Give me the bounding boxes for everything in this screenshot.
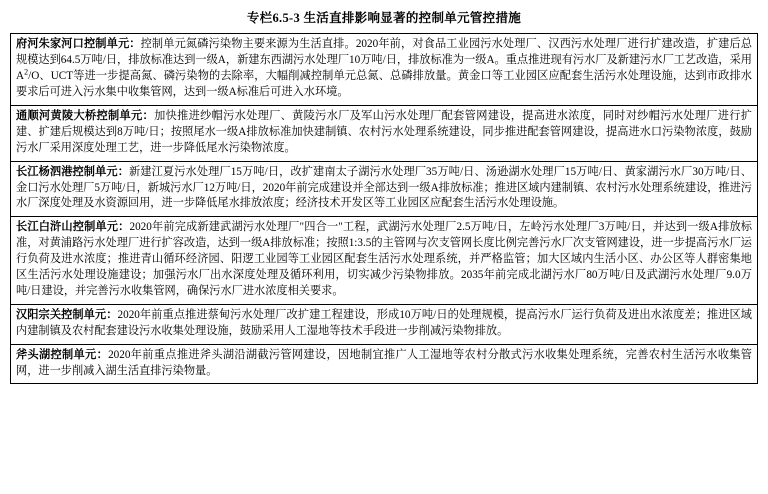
paragraph [16,165,752,213]
measures-table [10,33,758,384]
control-unit-name: 通顺河黄陵大桥控制单元： [16,109,155,122]
table-cell [11,304,758,344]
control-unit-name: 长江杨泗港控制单元： [16,165,130,178]
page-title: 专栏6.5-3 生活直排影响显著的控制单元管控措施 [246,11,522,25]
paragraph [16,348,752,380]
table-row [11,34,758,106]
control-unit-name: 长江白浒山控制单元： [16,221,130,234]
paragraph [16,220,752,300]
paragraph-text-lead: 新建江夏污水处理厂15万吨/日，改扩建南太子湖污水处理厂35万吨/日、汤逊湖水处理厂15万吨/日、黄家湖污水厂30万吨/日、金口污水处理厂5万吨/日，新城污水厂12万吨/日，2020年前完成建设并全部达到一级A排放标准；推进区域内建制镇、农村污水处理系统建设，推进污水厂深度处理及水资源回用，进一步降低尾水排放浓度；经济技术开发区等工业园区应配套生活污水处理设施。 [16,165,752,210]
paragraph-text-lead: 2020年前完成新建武湖污水处理厂"四合一"工程，武湖污水处理厂2.5万吨/日，左岭污水处理厂3万吨/日，并达到一级A排放标准，对黄浦路污水处理厂进行扩容改造，达到一级A排放标准；按照1:3.5的主管网与次支管网长度比例完善污水厂次支管网建设，进一步提高污水厂运行负荷及进水浓度；推进青山循环经济园、阳逻工业园等工业园区配套生活污水处理系统，并严格监管；加大区域内生活小区、办公区等人群密集地区生活污水处理设施建设；加强污水厂出水深度处理及循环利用，切实减少污染物排放。2035年前完成北湖污水厂80万吨/日及武湖污水处理厂9.0万吨/日建设，并完善污水收集管网，确保污水厂进水浓度相关要求。 [16,221,752,297]
paragraph [16,37,752,101]
control-unit-name: 府河朱家河口控制单元： [16,38,141,51]
table-row [11,304,758,344]
paragraph-text-lead: 2020年前重点推进斧头湖沿湖截污管网建设，因地制宜推广人工湿地等农村分散式污水收集处理系统，完善农村生活污水收集管网，进一步削减入湖生活直排污染物量。 [16,348,752,377]
table-row [11,344,758,384]
table-row [11,105,758,161]
paragraph-text-tail: /O、UCT等进一步提高氮、磷污染物的去除率，大幅削减控制单元总氮、总磷排放量。黄金口等工业园区应配套生活污水处理设施，达到市政排水要求后可进入污水集中收集管网，达到一级A标准后可进入水环境。 [16,70,752,98]
table-body [11,34,758,384]
paragraph [16,308,752,340]
paragraph-text-lead: 加快推进纱帽污水处理厂、黄陵污水厂及军山污水处理厂配套管网建设，提高进水浓度，同时对纱帽污水处理厂进行扩建、扩建后规模达到8万吨/日；按照尾水一级A排放标准加快建制镇、农村污水处理系统建设，同步推进配套管网建设，提高进水口污染物浓度，鼓励污水厂采用深度处理工艺，进一步降低尾水污染物浓度。 [16,109,752,154]
table-cell [11,161,758,217]
paragraph-text-lead: 2020年前重点推进蔡甸污水处理厂改扩建工程建设，形成10万吨/日的处理规模，提高污水厂运行负荷及进出水浓度差；推进区域内建制镇及农村配套建设污水收集处理设施，鼓励采用人工湿地等技术手段进一步削减污染物排放。 [16,308,752,337]
table-cell [11,105,758,161]
paragraph-text-lead: 控制单元氮磷污染物主要来源为生活直排。2020年前，对食品工业园污水处理厂、汉西污水处理厂进行扩建改造，扩建后总规模达到64.5万吨/日，排放标准达到一级A，新建东西湖污水处理厂10万吨/日，排放标准为一级A。重点推进现有污水厂及新建污水厂工艺改造，采用A [16,38,752,83]
table-cell [11,34,758,106]
table-cell [11,344,758,384]
superscript: 2 [24,67,29,77]
table-cell [11,217,758,305]
table-row [11,161,758,217]
table-row [11,217,758,305]
control-unit-name: 汉阳宗关控制单元： [16,308,118,321]
control-unit-name: 斧头湖控制单元： [16,348,109,361]
paragraph [16,109,752,157]
